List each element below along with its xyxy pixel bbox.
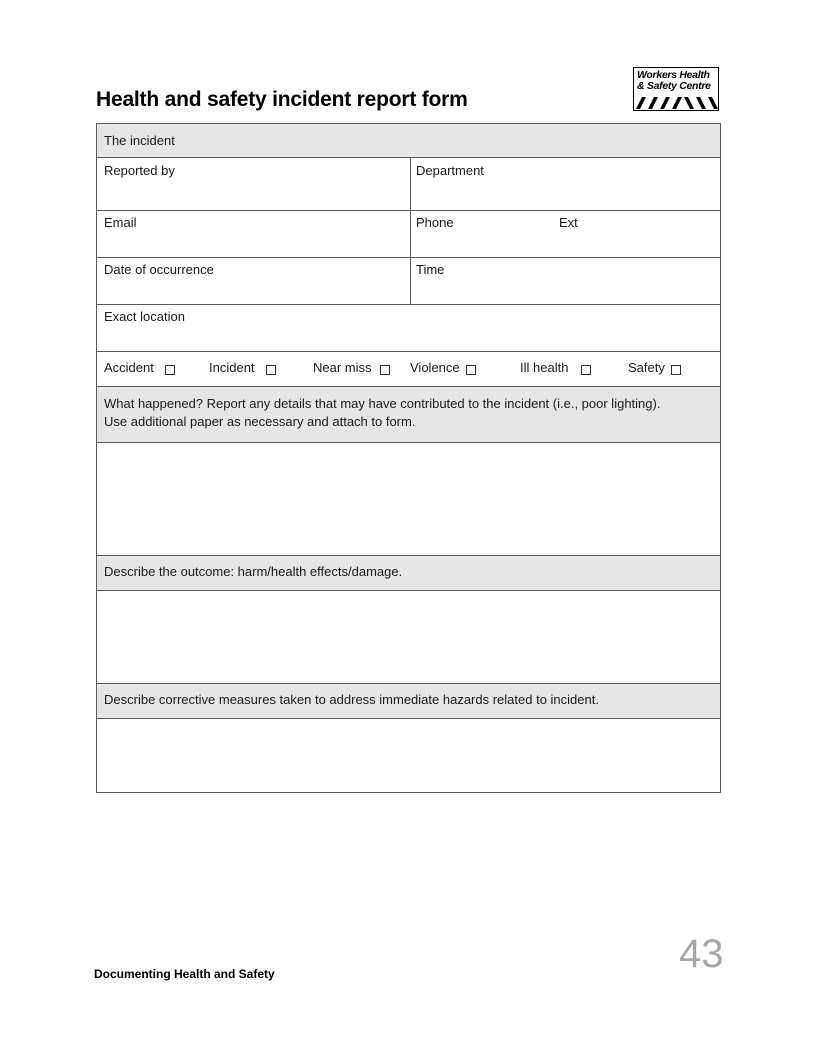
department-label: Department	[416, 163, 484, 178]
corrective-measures-answer-area[interactable]	[97, 719, 720, 792]
section-title: The incident	[104, 133, 175, 148]
incident-report-form	[96, 123, 721, 793]
corrective-measures-prompt	[97, 684, 720, 719]
date-of-occurrence-field[interactable]	[97, 258, 410, 304]
ext-label: Ext	[559, 215, 578, 230]
time-field[interactable]	[411, 258, 720, 304]
department-field[interactable]	[411, 158, 720, 210]
type-label-near-miss: Near miss	[313, 360, 372, 375]
checkbox-near-miss[interactable]	[380, 365, 390, 375]
what-happened-line-1: What happened? Report any details that may have contributed to the incident (i.e., poor lighting).	[104, 396, 661, 411]
type-label-incident: Incident	[209, 360, 255, 375]
workers-health-safety-centre-logo	[633, 67, 719, 111]
type-label-violence: Violence	[410, 360, 460, 375]
checkbox-accident[interactable]	[165, 365, 175, 375]
date-of-occurrence-label: Date of occurrence	[104, 262, 214, 277]
what-happened-text	[104, 395, 660, 431]
hazard-stripes-icon	[634, 94, 718, 110]
time-label: Time	[416, 262, 445, 277]
row-date-time	[97, 258, 720, 305]
checkbox-incident[interactable]	[266, 365, 276, 375]
reported-by-label: Reported by	[104, 163, 175, 178]
outcome-prompt-text: Describe the outcome: harm/health effects/damage.	[104, 564, 403, 579]
type-label-safety: Safety	[628, 360, 665, 375]
type-label-ill-health: Ill health	[520, 360, 569, 375]
checkbox-violence[interactable]	[466, 365, 476, 375]
what-happened-prompt	[97, 387, 720, 443]
phone-field[interactable]	[411, 211, 551, 257]
ext-field[interactable]	[553, 211, 720, 257]
row-email-phone	[97, 211, 720, 258]
email-label: Email	[104, 215, 137, 230]
logo-line-1: Workers Health	[637, 69, 710, 81]
type-label-accident: Accident	[104, 360, 154, 375]
section-header-the-incident	[97, 124, 720, 158]
outcome-prompt	[97, 556, 720, 591]
outcome-answer-area[interactable]	[97, 591, 720, 684]
what-happened-line-2: Use additional paper as necessary and attach to form.	[104, 414, 416, 429]
exact-location-label: Exact location	[104, 309, 185, 324]
exact-location-field[interactable]	[97, 305, 720, 352]
checkbox-safety[interactable]	[671, 365, 681, 375]
corrective-measures-prompt-text: Describe corrective measures taken to address immediate hazards related to incident.	[104, 692, 599, 707]
page-number: 43	[679, 932, 724, 976]
phone-label: Phone	[416, 215, 454, 230]
footer-document-title: Documenting Health and Safety	[94, 967, 275, 981]
row-reported-by	[97, 158, 720, 211]
checkbox-ill-health[interactable]	[581, 365, 591, 375]
logo-text	[637, 70, 717, 92]
what-happened-answer-area[interactable]	[97, 443, 720, 556]
logo-line-2: & Safety Centre	[637, 80, 711, 92]
email-field[interactable]	[97, 211, 410, 257]
reported-by-field[interactable]	[97, 158, 410, 210]
page-title: Health and safety incident report form	[96, 88, 468, 111]
incident-type-row	[97, 352, 720, 387]
